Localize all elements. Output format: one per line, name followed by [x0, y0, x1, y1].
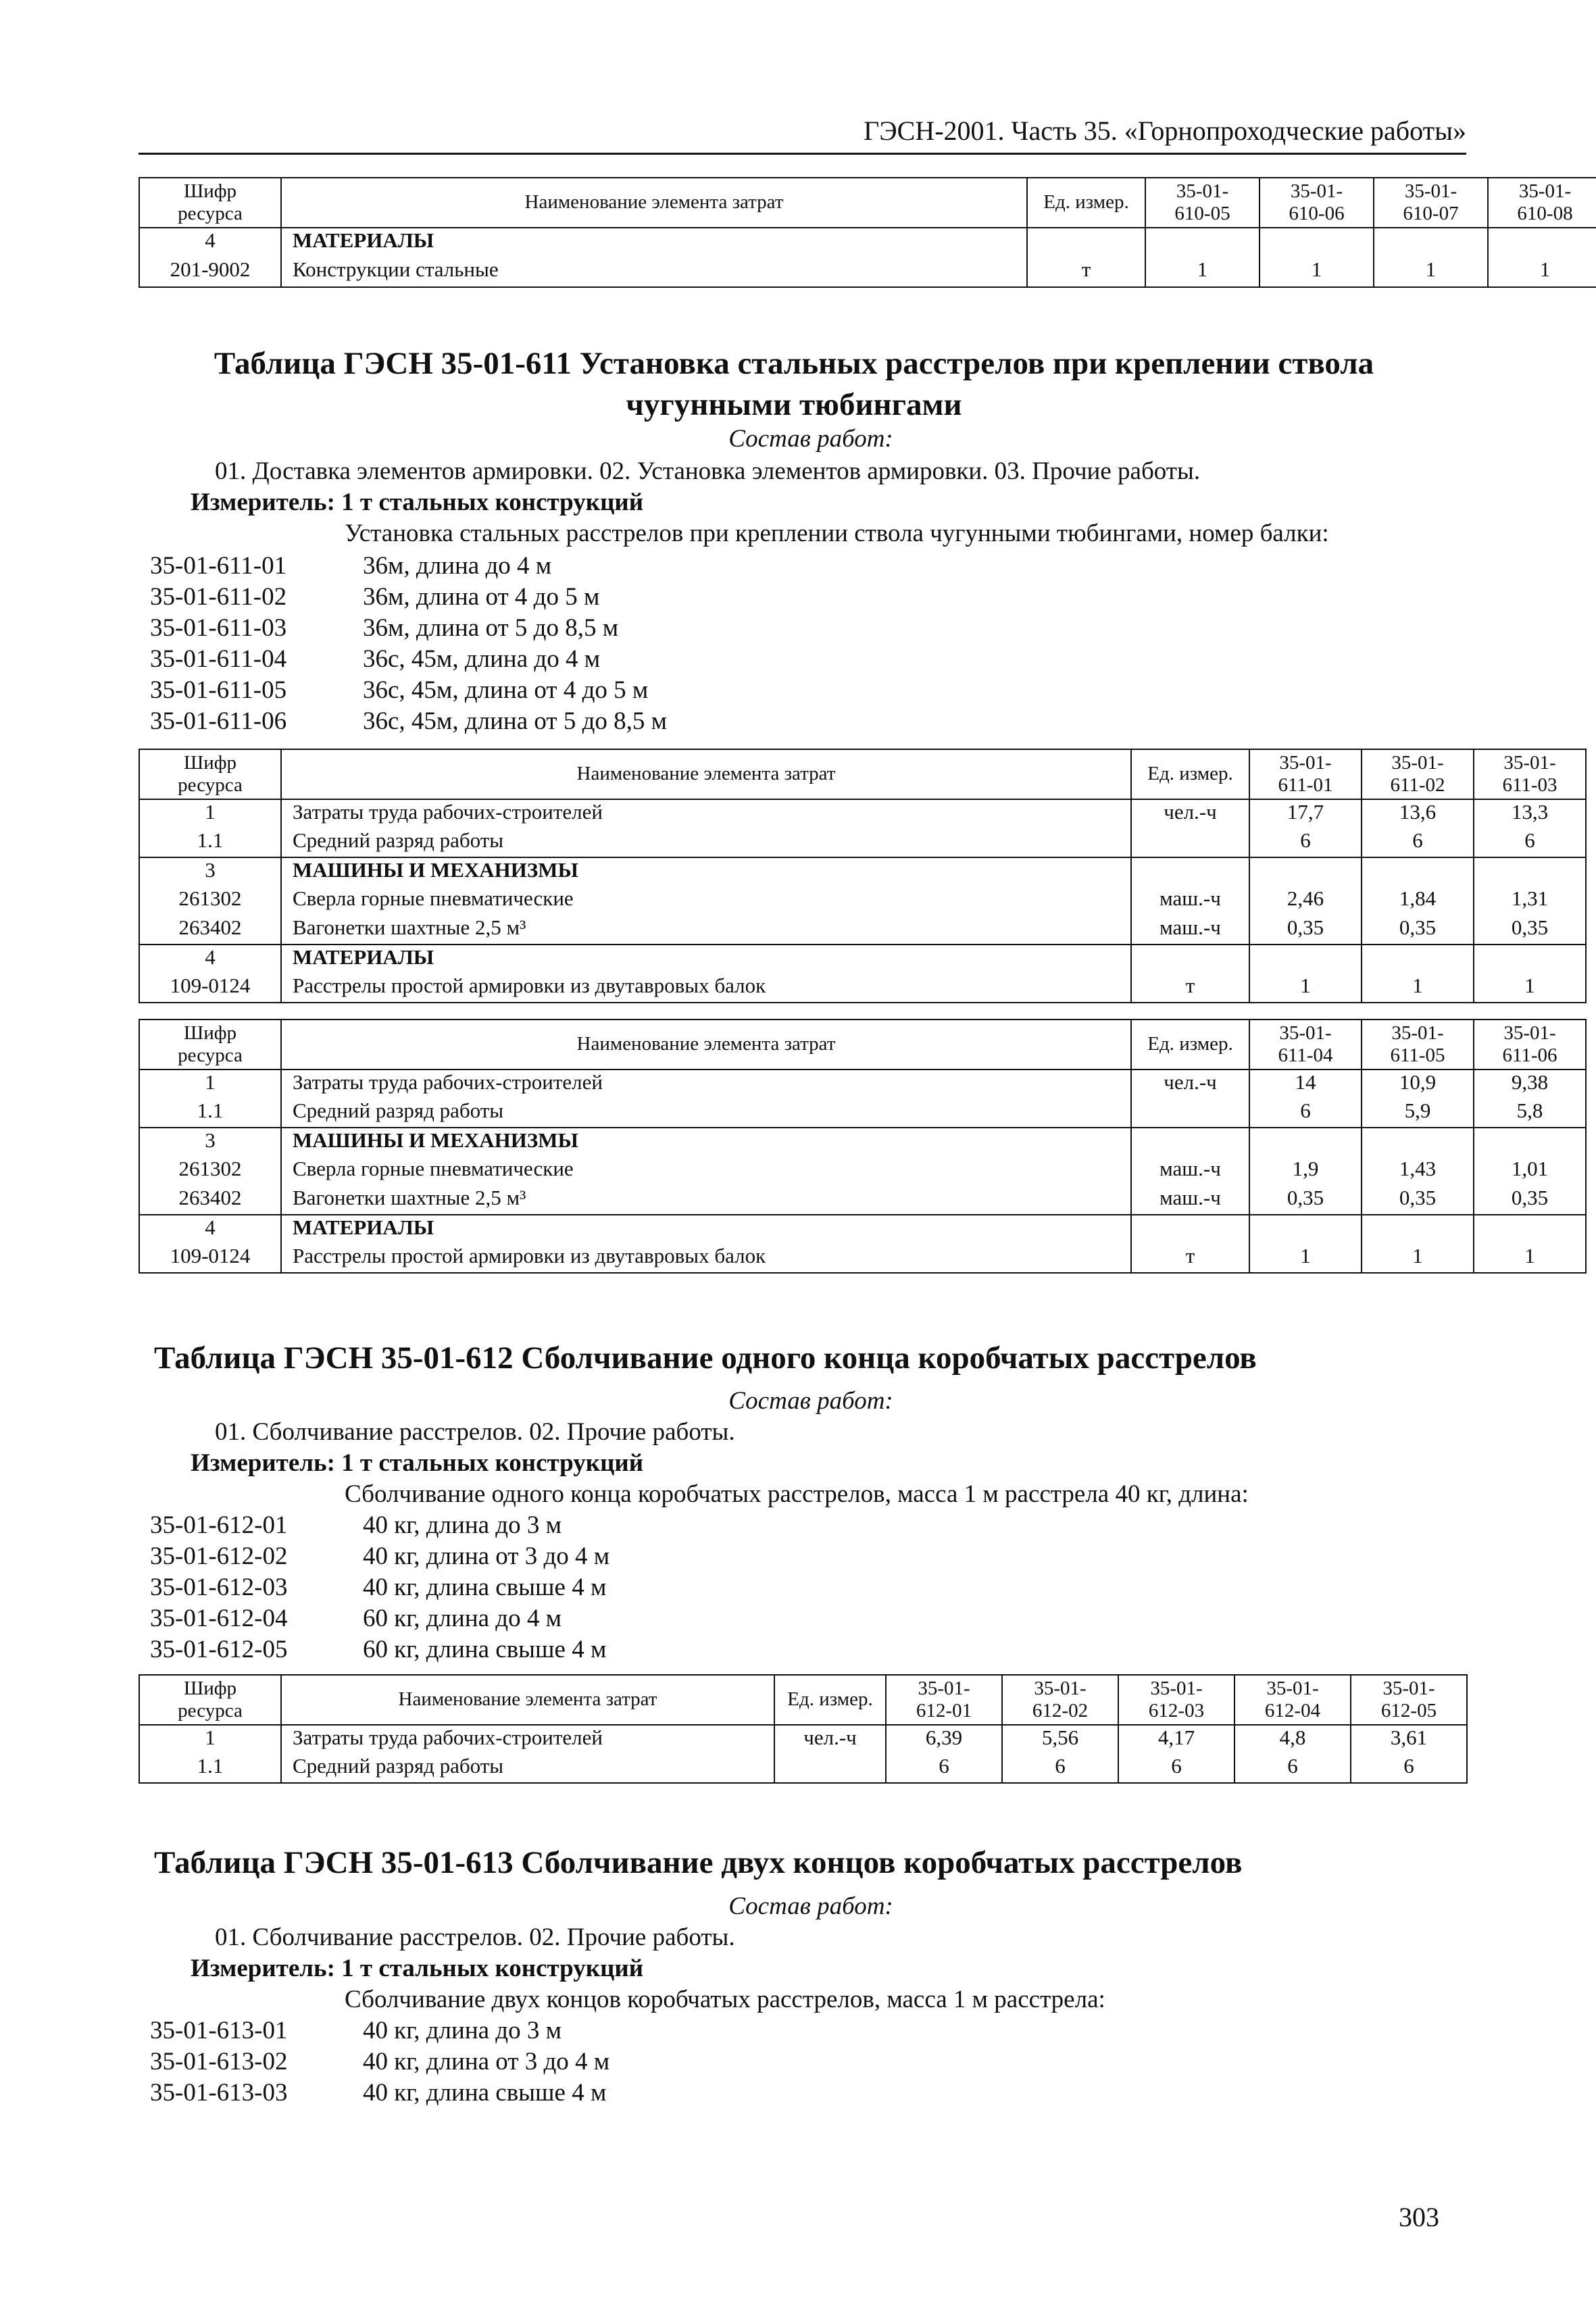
unit-cell: т: [1131, 1244, 1249, 1273]
value-cell: [1474, 857, 1586, 886]
norm-code-row: 35-01-613-01 40 кг, длина до 3 м: [150, 2017, 562, 2044]
value-cell: 9,38: [1474, 1070, 1586, 1099]
table-row: [139, 1070, 1586, 1099]
header-col: 35-01- 611-06: [1474, 1020, 1586, 1070]
header-col: 35-01- 612-02: [1002, 1675, 1118, 1725]
resource-code: 1: [139, 1070, 281, 1099]
resource-code: 4: [139, 945, 281, 974]
value-cell: 0,35: [1474, 915, 1586, 945]
header-col: 35-01- 610-08: [1488, 178, 1596, 228]
resource-code: 1.1: [139, 1754, 281, 1783]
header-col: 35-01- 612-05: [1351, 1675, 1467, 1725]
header-col: 35-01- 611-02: [1362, 749, 1474, 799]
value-cell: 6,39: [886, 1725, 1002, 1754]
value-cell: 1: [1374, 257, 1488, 287]
header-col: 35-01- 611-05: [1362, 1020, 1474, 1070]
header-unit: Ед. измер.: [774, 1675, 886, 1725]
table-row: [139, 799, 1586, 828]
header-unit: Ед. измер.: [1027, 178, 1145, 228]
norm-code-row: 35-01-613-02 40 кг, длина от 3 до 4 м: [150, 2048, 610, 2076]
resource-table-611-b: [139, 1019, 1587, 1274]
value-cell: 4,8: [1235, 1725, 1351, 1754]
value-cell: 6: [886, 1754, 1002, 1783]
value-cell: 13,6: [1362, 799, 1474, 828]
norm-code-row: 35-01-611-04 36с, 45м, длина до 4 м: [150, 645, 601, 673]
table-row: [139, 1099, 1586, 1128]
unit-cell: чел.-ч: [1131, 1070, 1249, 1099]
works-list: 01. Сболчивание расстрелов. 02. Прочие работы.: [215, 1923, 735, 1951]
table-title-611: Таблица ГЭСН 35-01-611 Установка стальных расстрелов при креплении ствола чугунными тюбингами: [214, 346, 1374, 423]
unit-cell: чел.-ч: [774, 1725, 886, 1754]
value-cell: [1249, 857, 1362, 886]
value-cell: [1474, 1128, 1586, 1157]
unit-cell: [1027, 228, 1145, 257]
unit-cell: маш.-ч: [1131, 1157, 1249, 1186]
resource-name: Вагонетки шахтные 2,5 м³: [281, 1186, 1131, 1215]
table-row: [139, 1128, 1586, 1157]
table-row: [139, 974, 1586, 1003]
unit-cell: [1131, 1128, 1249, 1157]
resource-code: 1: [139, 799, 281, 828]
norm-code-row: 35-01-612-04 60 кг, длина до 4 м: [150, 1605, 562, 1632]
value-cell: 1: [1362, 974, 1474, 1003]
header-code: Шифр ресурса: [139, 178, 281, 228]
norm-code-row: 35-01-612-03 40 кг, длина свыше 4 м: [150, 1574, 607, 1601]
resource-code: 4: [139, 228, 281, 257]
value-cell: [1362, 857, 1474, 886]
norm-code-list: [150, 1511, 609, 1666]
resource-code: 3: [139, 1128, 281, 1157]
value-cell: 0,35: [1362, 1186, 1474, 1215]
value-cell: 10,9: [1362, 1070, 1474, 1099]
value-cell: [1362, 1215, 1474, 1244]
resource-code: 263402: [139, 915, 281, 945]
norm-code-row: 35-01-611-02 36м, длина от 4 до 5 м: [150, 583, 600, 611]
norm-code-row: 35-01-613-03 40 кг, длина свыше 4 м: [150, 2079, 607, 2107]
table-row: [139, 857, 1586, 886]
header-rule: [139, 153, 1466, 155]
resource-code: 109-0124: [139, 974, 281, 1003]
value-cell: 6: [1474, 828, 1586, 857]
value-cell: 2,46: [1249, 886, 1362, 915]
value-cell: [1249, 1215, 1362, 1244]
table-row: [139, 915, 1586, 945]
page-number: 303: [1399, 2202, 1439, 2232]
section-name: МАШИНЫ И МЕХАНИЗМЫ: [281, 1128, 1131, 1157]
value-cell: 0,35: [1362, 915, 1474, 945]
section-name: МАТЕРИАЛЫ: [281, 228, 1027, 257]
works-list: 01. Доставка элементов армировки. 02. Установка элементов армировки. 03. Прочие работы.: [215, 457, 1201, 485]
resource-code: 3: [139, 857, 281, 886]
value-cell: 6: [1235, 1754, 1351, 1783]
norm-intro: Установка стальных расстрелов при креплении ствола чугунными тюбингами, номер балки:: [345, 520, 1329, 547]
value-cell: [1474, 1215, 1586, 1244]
resource-table-610: [139, 177, 1596, 288]
resource-name: Сверла горные пневматические: [281, 886, 1131, 915]
value-cell: 17,7: [1249, 799, 1362, 828]
norm-code-row: 35-01-612-05 60 кг, длина свыше 4 м: [150, 1636, 607, 1663]
norm-intro: Сболчивание одного конца коробчатых расстрелов, масса 1 м расстрела 40 кг, длина:: [345, 1480, 1249, 1508]
section-name: МАШИНЫ И МЕХАНИЗМЫ: [281, 857, 1131, 886]
value-cell: 1: [1249, 974, 1362, 1003]
header-col: 35-01- 611-03: [1474, 749, 1586, 799]
resource-name: Затраты труда рабочих-строителей: [281, 1070, 1131, 1099]
value-cell: 1,84: [1362, 886, 1474, 915]
value-cell: 6: [1249, 1099, 1362, 1128]
value-cell: 14: [1249, 1070, 1362, 1099]
norm-code-list: [150, 2016, 609, 2109]
value-cell: 1: [1474, 1244, 1586, 1273]
value-cell: 1: [1474, 974, 1586, 1003]
resource-name: Вагонетки шахтные 2,5 м³: [281, 915, 1131, 945]
section-name: МАТЕРИАЛЫ: [281, 1215, 1131, 1244]
value-cell: [1362, 945, 1474, 974]
resource-code: 4: [139, 1215, 281, 1244]
table-title-612: Таблица ГЭСН 35-01-612 Сболчивание одного конца коробчатых расстрелов: [154, 1340, 1257, 1376]
value-cell: [1474, 945, 1586, 974]
resource-name: Затраты труда рабочих-строителей: [281, 1725, 774, 1754]
section-name: МАТЕРИАЛЫ: [281, 945, 1131, 974]
running-head: ГЭСН-2001. Часть 35. «Горнопроходческие работы»: [864, 116, 1466, 146]
resource-code: 1.1: [139, 1099, 281, 1128]
header-code: Шифр ресурса: [139, 1675, 281, 1725]
resource-name: Затраты труда рабочих-строителей: [281, 799, 1131, 828]
table-row: [139, 257, 1596, 287]
norm-code-row: 35-01-611-01 36м, длина до 4 м: [150, 552, 552, 580]
header-col: 35-01- 612-04: [1235, 1675, 1351, 1725]
table-row: [139, 1157, 1586, 1186]
value-cell: 13,3: [1474, 799, 1586, 828]
value-cell: 1: [1249, 1244, 1362, 1273]
table-row: [139, 228, 1596, 257]
unit-cell: [1131, 1099, 1249, 1128]
value-cell: 5,9: [1362, 1099, 1474, 1128]
unit-cell: [774, 1754, 886, 1783]
value-cell: 6: [1118, 1754, 1235, 1783]
value-cell: 0,35: [1249, 1186, 1362, 1215]
value-cell: 3,61: [1351, 1725, 1467, 1754]
table-row: [139, 1754, 1467, 1783]
value-cell: 5,56: [1002, 1725, 1118, 1754]
header-name: Наименование элемента затрат: [281, 749, 1131, 799]
value-cell: 6: [1002, 1754, 1118, 1783]
resource-code: 261302: [139, 886, 281, 915]
table-row: [139, 886, 1586, 915]
header-name: Наименование элемента затрат: [281, 1675, 774, 1725]
table-row: [139, 1244, 1586, 1273]
header-col: 35-01- 611-04: [1249, 1020, 1362, 1070]
value-cell: 6: [1249, 828, 1362, 857]
value-cell: 1: [1488, 257, 1596, 287]
header-col: 35-01- 612-03: [1118, 1675, 1235, 1725]
resource-code: 1.1: [139, 828, 281, 857]
unit-cell: [1131, 857, 1249, 886]
composition-label: Состав работ:: [728, 1892, 893, 1920]
resource-name: Сверла горные пневматические: [281, 1157, 1131, 1186]
value-cell: 5,8: [1474, 1099, 1586, 1128]
resource-code: 109-0124: [139, 1244, 281, 1273]
norm-code-list: [150, 551, 667, 738]
header-name: Наименование элемента затрат: [281, 178, 1027, 228]
value-cell: [1362, 1128, 1474, 1157]
resource-name: Средний разряд работы: [281, 828, 1131, 857]
resource-code: 261302: [139, 1157, 281, 1186]
resource-name: Средний разряд работы: [281, 1099, 1131, 1128]
value-cell: [1249, 945, 1362, 974]
unit-cell: т: [1027, 257, 1145, 287]
measure-unit: Измеритель: 1 т стальных конструкций: [191, 1449, 644, 1477]
unit-cell: маш.-ч: [1131, 1186, 1249, 1215]
resource-code: 201-9002: [139, 257, 281, 287]
resource-name: Средний разряд работы: [281, 1754, 774, 1783]
value-cell: 1: [1362, 1244, 1474, 1273]
header-code: Шифр ресурса: [139, 749, 281, 799]
composition-label: Состав работ:: [728, 425, 893, 453]
header-col: 35-01- 611-01: [1249, 749, 1362, 799]
norm-intro: Сболчивание двух концов коробчатых расстрелов, масса 1 м расстрела:: [345, 1986, 1105, 2013]
value-cell: 0,35: [1474, 1186, 1586, 1215]
composition-label: Состав работ:: [728, 1387, 893, 1415]
table-row: [139, 1186, 1586, 1215]
table-row: [139, 1215, 1586, 1244]
value-cell: [1249, 1128, 1362, 1157]
unit-cell: [1131, 828, 1249, 857]
resource-table-611-a: [139, 749, 1587, 1003]
unit-cell: [1131, 945, 1249, 974]
value-cell: 1: [1145, 257, 1260, 287]
value-cell: 1,9: [1249, 1157, 1362, 1186]
resource-code: 1: [139, 1725, 281, 1754]
norm-code-row: 35-01-612-02 40 кг, длина от 3 до 4 м: [150, 1542, 610, 1570]
norm-code-row: 35-01-611-06 36с, 45м, длина от 5 до 8,5 м: [150, 707, 668, 735]
resource-name: Расстрелы простой армировки из двутавровых балок: [281, 974, 1131, 1003]
header-col: 35-01- 610-06: [1260, 178, 1374, 228]
table-row: [139, 945, 1586, 974]
value-cell: 4,17: [1118, 1725, 1235, 1754]
unit-cell: чел.-ч: [1131, 799, 1249, 828]
header-unit: Ед. измер.: [1131, 1020, 1249, 1070]
measure-unit: Измеритель: 1 т стальных конструкций: [191, 488, 644, 516]
table-row: [139, 828, 1586, 857]
value-cell: 1,31: [1474, 886, 1586, 915]
resource-name: Конструкции стальные: [281, 257, 1027, 287]
header-col: 35-01- 610-05: [1145, 178, 1260, 228]
header-unit: Ед. измер.: [1131, 749, 1249, 799]
value-cell: 1,43: [1362, 1157, 1474, 1186]
unit-cell: т: [1131, 974, 1249, 1003]
value-cell: 6: [1362, 828, 1474, 857]
unit-cell: [1131, 1215, 1249, 1244]
table-row: [139, 1725, 1467, 1754]
unit-cell: маш.-ч: [1131, 915, 1249, 945]
value-cell: 1,01: [1474, 1157, 1586, 1186]
resource-table-612: [139, 1674, 1468, 1784]
header-code: Шифр ресурса: [139, 1020, 281, 1070]
header-name: Наименование элемента затрат: [281, 1020, 1131, 1070]
norm-code-row: 35-01-612-01 40 кг, длина до 3 м: [150, 1511, 562, 1539]
value-cell: 0,35: [1249, 915, 1362, 945]
value-cell: 6: [1351, 1754, 1467, 1783]
norm-code-row: 35-01-611-05 36с, 45м, длина от 4 до 5 м: [150, 676, 649, 704]
measure-unit: Измеритель: 1 т стальных конструкций: [191, 1955, 644, 1982]
works-list: 01. Сболчивание расстрелов. 02. Прочие работы.: [215, 1418, 735, 1446]
unit-cell: маш.-ч: [1131, 886, 1249, 915]
norm-code-row: 35-01-611-03 36м, длина от 5 до 8,5 м: [150, 614, 619, 642]
table-title-613: Таблица ГЭСН 35-01-613 Сболчивание двух концов коробчатых расстрелов: [154, 1845, 1243, 1880]
header-col: 35-01- 610-07: [1374, 178, 1488, 228]
resource-code: 263402: [139, 1186, 281, 1215]
value-cell: 1: [1260, 257, 1374, 287]
resource-name: Расстрелы простой армировки из двутавровых балок: [281, 1244, 1131, 1273]
header-col: 35-01- 612-01: [886, 1675, 1002, 1725]
